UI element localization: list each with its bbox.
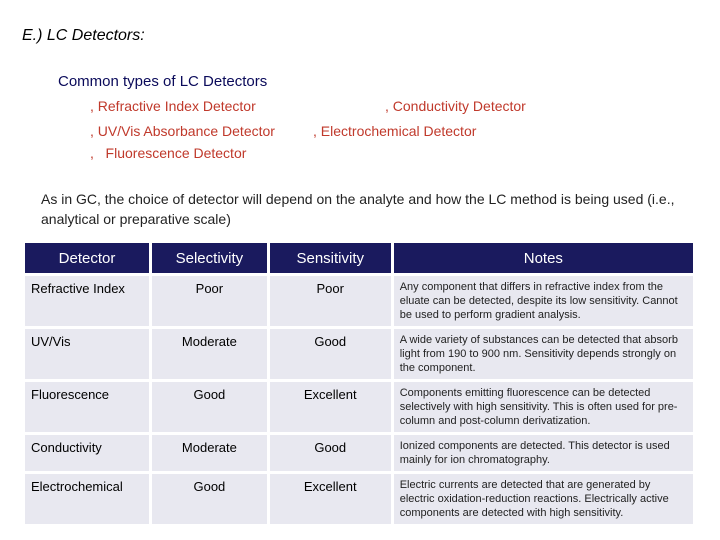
table-row <box>25 276 693 326</box>
cell-sensitivity: Excellent <box>270 382 391 432</box>
cell-sensitivity: Poor <box>270 276 391 326</box>
detectors-table <box>22 240 696 527</box>
cell-selectivity: Moderate <box>152 435 267 471</box>
cell-selectivity: Good <box>152 474 267 524</box>
intro-text <box>41 189 681 229</box>
cell-sensitivity: Good <box>270 329 391 379</box>
cell-notes: Components emitting fluorescence can be detected selectively with high sensitivity. This is often used for pre-column and post-column derivatization. <box>394 382 693 432</box>
cell-detector: Refractive Index <box>25 276 149 326</box>
table-row <box>25 382 693 432</box>
header-detector: Detector <box>25 243 149 273</box>
cell-selectivity: Moderate <box>152 329 267 379</box>
cell-notes: Electric currents are detected that are generated by electric oxidation-reduction reactions. Electrically active components are detected with high sensitivity. <box>394 474 693 524</box>
type-electrochemical: , Electrochemical Detector <box>313 123 477 139</box>
cell-notes: Ionized components are detected. This detector is used mainly for ion chromatography. <box>394 435 693 471</box>
page-title: E.) LC Detectors: <box>22 27 145 44</box>
cell-sensitivity: Excellent <box>270 474 391 524</box>
cell-notes: A wide variety of substances can be detected that absorb light from 190 to 900 nm. Sensitivity depends strongly on the component. <box>394 329 693 379</box>
cell-detector: Fluorescence <box>25 382 149 432</box>
types-heading: Common types of LC Detectors <box>58 73 268 90</box>
table-header-row <box>25 243 693 273</box>
header-selectivity: Selectivity <box>152 243 267 273</box>
cell-sensitivity: Good <box>270 435 391 471</box>
cell-selectivity: Good <box>152 382 267 432</box>
cell-detector: UV/Vis <box>25 329 149 379</box>
type-conductivity: , Conductivity Detector <box>385 98 526 114</box>
table-row <box>25 474 693 524</box>
cell-detector: Conductivity <box>25 435 149 471</box>
header-notes: Notes <box>394 243 693 273</box>
table-row <box>25 435 693 471</box>
cell-notes: Any component that differs in refractive index from the eluate can be detected, despite its low sensitivity. Cannot be used to perform gradient analysis. <box>394 276 693 326</box>
cell-detector: Electrochemical <box>25 474 149 524</box>
type-uv-vis: , UV/Vis Absorbance Detector <box>90 123 275 139</box>
table-row <box>25 329 693 379</box>
type-refractive-index: , Refractive Index Detector <box>90 98 256 114</box>
header-sensitivity: Sensitivity <box>270 243 391 273</box>
type-fluorescence: , Fluorescence Detector <box>90 145 247 161</box>
intro-sentence: As in GC, the choice of detector will depend on the analyte and how the LC method is being used (i.e., analytical or preparative scale) <box>41 191 675 227</box>
cell-selectivity: Poor <box>152 276 267 326</box>
